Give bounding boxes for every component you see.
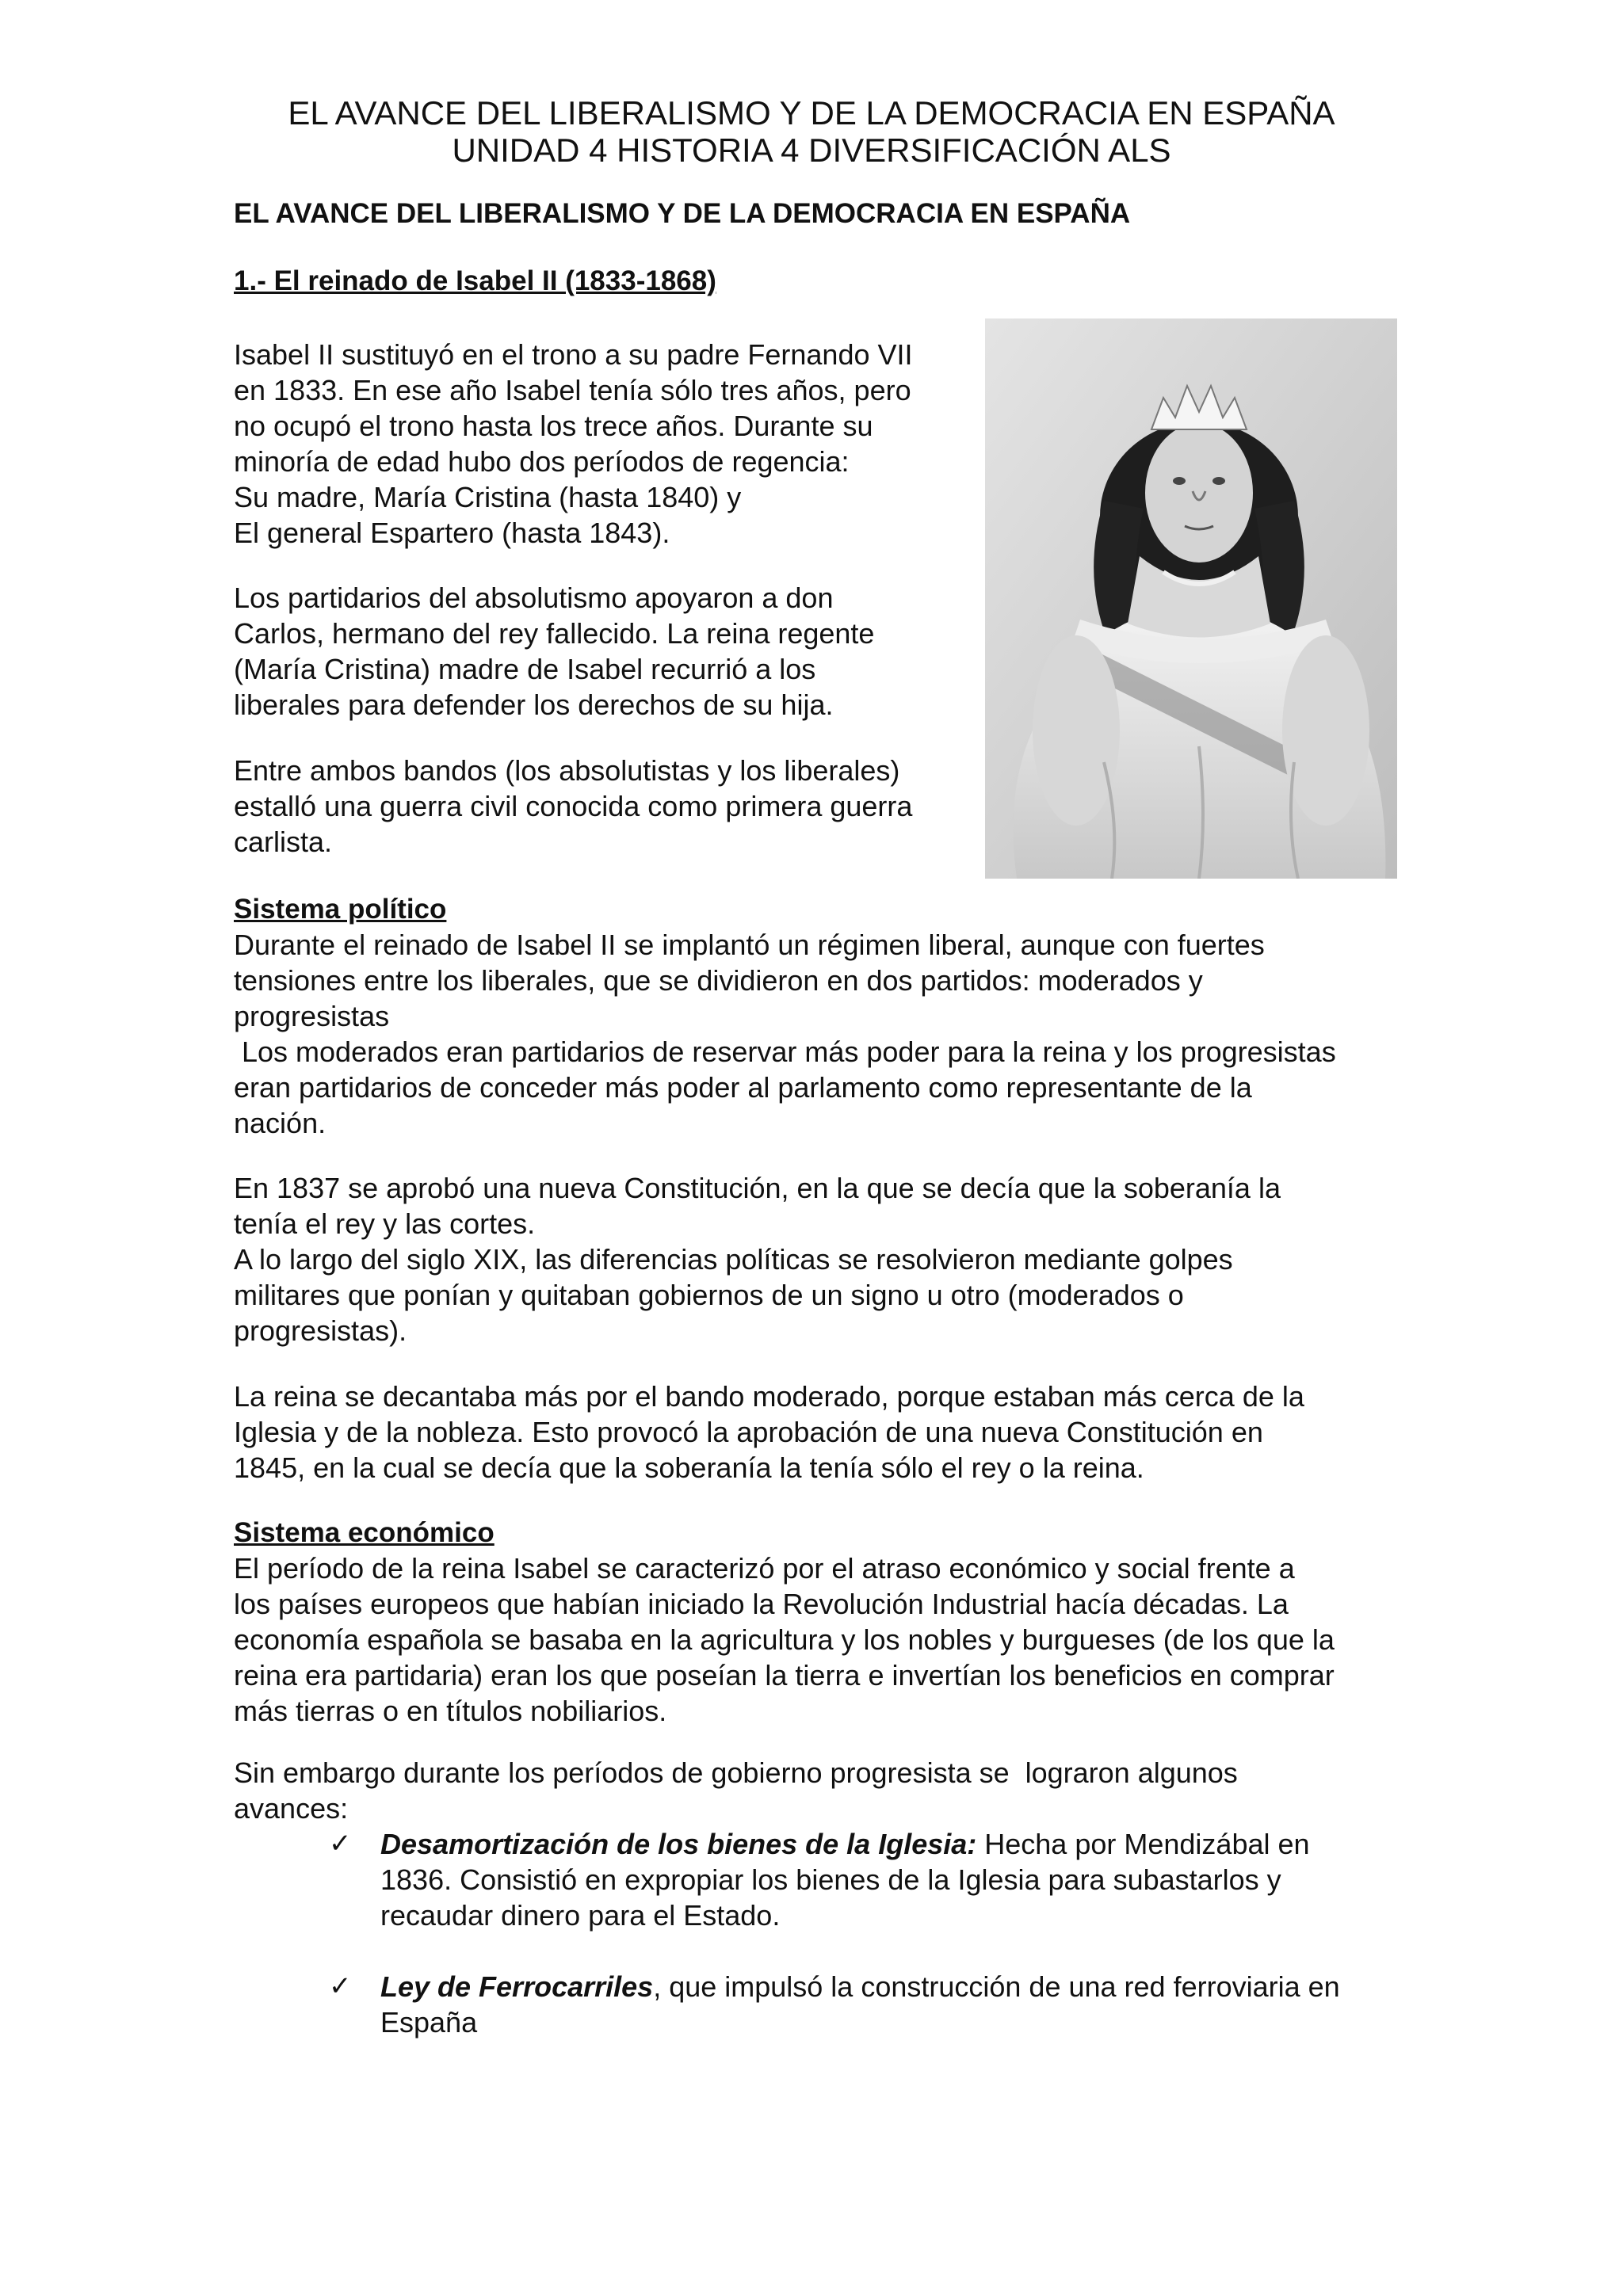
paragraph-economico-2 (234, 1755, 1407, 1826)
bullet-item-ferrocarriles (380, 1969, 1411, 2040)
text-line: nación. (234, 1107, 327, 1139)
bullet-text-rest: , que impulsó la construcción de una red ferroviaria en (653, 1970, 1340, 2003)
document-title: EL AVANCE DEL LIBERALISMO Y DE LA DEMOCRACIA EN ESPAÑA (234, 198, 1131, 229)
checkmark-icon: ✓ (329, 1829, 352, 1859)
queen-portrait-photo (985, 318, 1397, 879)
text-line: progresistas). (234, 1314, 407, 1347)
paragraph-economico-1 (234, 1550, 1407, 1729)
text-line: reina era partidaria) eran los que poseían la tierra e invertían los beneficios en comprar (234, 1659, 1335, 1691)
text-line: Los partidarios del absolutismo apoyaron a don (234, 582, 834, 614)
section-heading-sistema-economico: Sistema económico (234, 1517, 495, 1548)
text-line: Iglesia y de la nobleza. Esto provocó la aprobación de una nueva Constitución en (234, 1416, 1263, 1448)
text-line: progresistas (234, 1000, 390, 1032)
text-line: economía española se basaba en la agricultura y los nobles y burgueses (de los que la (234, 1623, 1335, 1656)
paragraph-reinado-3 (234, 753, 979, 860)
text-line: 1836. Consistió en expropiar los bienes de la Iglesia para subastarlos y (380, 1863, 1281, 1896)
paragraph-reinado-2 (234, 580, 979, 723)
text-line: más tierras o en títulos nobiliarios. (234, 1695, 667, 1727)
bullet-term: Ley de Ferrocarriles (380, 1970, 654, 2003)
text-line: estalló una guerra civil conocida como primera guerra (234, 790, 913, 822)
header-line-1: EL AVANCE DEL LIBERALISMO Y DE LA DEMOCRACIA EN ESPAÑA (288, 94, 1335, 132)
paragraph-reinado-1 (234, 337, 979, 551)
text-line: eran partidarios de conceder más poder al parlamento como representante de la (234, 1071, 1252, 1104)
text-line: minoría de edad hubo dos períodos de regencia: (234, 445, 850, 478)
text-line: recaudar dinero para el Estado. (380, 1899, 781, 1932)
text-line: avances: (234, 1792, 349, 1825)
text-line: 1845, en la cual se decía que la soberanía la tenía sólo el rey o la reina. (234, 1451, 1144, 1484)
text-line: El general Espartero (hasta 1843). (234, 517, 670, 549)
paragraph-politico-1 (234, 927, 1407, 1141)
text-line: Entre ambos bandos (los absolutistas y los liberales) (234, 754, 900, 787)
paragraph-politico-3 (234, 1379, 1407, 1486)
bullet-term: Desamortización de los bienes de la Iglesia: (380, 1828, 977, 1860)
text-line: En 1837 se aprobó una nueva Constitución, en la que se decía que la soberanía la (234, 1172, 1281, 1204)
text-line: Sin embargo durante los períodos de gobierno progresista se lograron algunos (234, 1756, 1238, 1789)
text-line: carlista. (234, 826, 333, 858)
header-line-2: UNIDAD 4 HISTORIA 4 DIVERSIFICACIÓN ALS (452, 132, 1171, 169)
text-line: no ocupó el trono hasta los trece años. Durante su (234, 410, 873, 442)
text-line: liberales para defender los derechos de su hija. (234, 688, 834, 721)
text-line: Isabel II sustituyó en el trono a su padre Fernando VII (234, 338, 913, 371)
text-line: Los moderados eran partidarios de reservar más poder para la reina y los progresistas (234, 1035, 1336, 1068)
text-line: A lo largo del siglo XIX, las diferencias políticas se resolvieron mediante golpes (234, 1243, 1233, 1276)
text-line: en 1833. En ese año Isabel tenía sólo tres años, pero (234, 374, 911, 406)
section-heading-sistema-politico: Sistema político (234, 894, 447, 925)
text-line: (María Cristina) madre de Isabel recurrió a los (234, 653, 816, 685)
text-line: Su madre, María Cristina (hasta 1840) y (234, 481, 742, 513)
bullet-text-rest: Hecha por Mendizábal en (976, 1828, 1310, 1860)
text-line: tensiones entre los liberales, que se dividieron en dos partidos: moderados y (234, 964, 1203, 997)
portrait-drawing (985, 318, 1397, 879)
text-line: Carlos, hermano del rey fallecido. La reina regente (234, 617, 875, 650)
text-line (380, 1826, 1411, 1862)
text-line: los países europeos que habían iniciado la Revolución Industrial hacía décadas. La (234, 1588, 1289, 1620)
text-line: El período de la reina Isabel se caracterizó por el atraso económico y social frente a (234, 1552, 1295, 1585)
text-line: España (380, 2006, 478, 2039)
text-line: La reina se decantaba más por el bando moderado, porque estaban más cerca de la (234, 1380, 1304, 1413)
section-heading-reinado: 1.- El reinado de Isabel II (1833-1868) (234, 265, 716, 296)
text-line: militares que ponían y quitaban gobiernos de un signo u otro (moderados o (234, 1279, 1184, 1311)
text-line (380, 1969, 1411, 2004)
paragraph-politico-2 (234, 1170, 1407, 1348)
bullet-item-desamortizacion (380, 1826, 1411, 1933)
checkmark-icon: ✓ (329, 1971, 352, 2001)
text-line: Durante el reinado de Isabel II se implantó un régimen liberal, aunque con fuertes (234, 929, 1265, 961)
text-line: tenía el rey y las cortes. (234, 1207, 536, 1240)
